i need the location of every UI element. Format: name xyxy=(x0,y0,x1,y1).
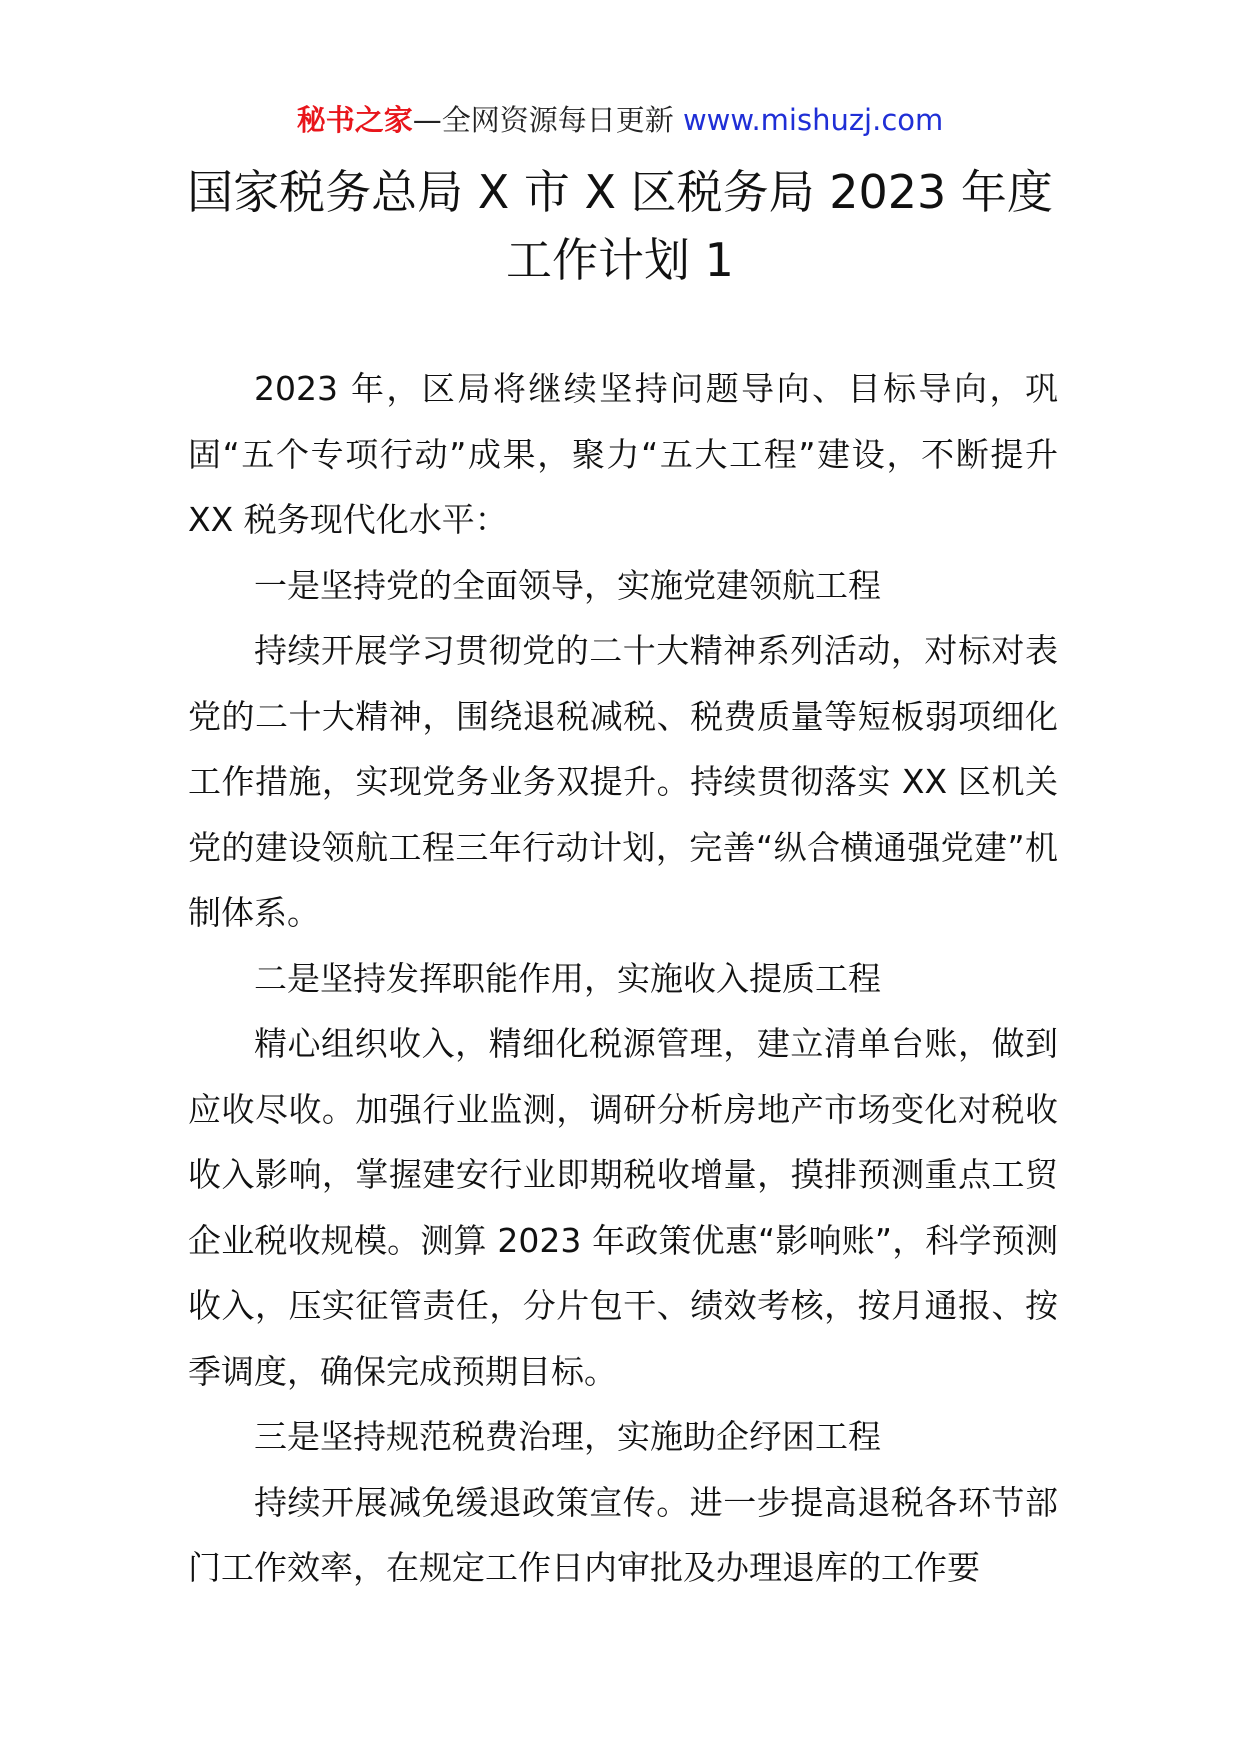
section-body-3: 持续开展减免缓退政策宣传。进一步提高退税各环节部门工作效率，在规定工作日内审批及办理退库的工作要 xyxy=(188,1482,1058,1587)
site-brand-name: 秘书之家 xyxy=(296,103,413,137)
site-slogan: —全网资源每日更新 xyxy=(412,103,674,137)
document-body xyxy=(188,356,1058,1601)
section-heading-1: 一是坚持党的全面领导，实施党建领航工程 xyxy=(254,565,881,605)
section-heading-3: 三是坚持规范税费治理，实施助企纾困工程 xyxy=(254,1417,881,1456)
section-heading-2: 二是坚持发挥职能作用，实施收入提质工程 xyxy=(254,958,881,998)
document-title-line-2: 工作计划 1 xyxy=(506,233,734,287)
section-body-2: 精心组织收入，精细化税源管理，建立清单台账，做到应收尽收。加强行业监测，调研分析房地产市场变化对税收收入影响，掌握建安行业即期税收增量，摸排预测重点工贸企业税收规模。测算 2023 年政策优惠“影响账”，科学预测收入，压实征管责任，分片包干、绩效考核，按月通报、按季调度，确保完成预期目标。 xyxy=(188,1024,1058,1391)
site-url-link[interactable]: www.mishuzj.com xyxy=(682,103,944,137)
section-body-1: 持续开展学习贯彻党的二十大精神系列活动，对标对表党的二十大精神，围绕退税减税、税费质量等短板弱项细化工作措施，实现党务业务双提升。持续贯彻落实 XX 区机关党的建设领航工程三年行动计划，完善“纵合横通强党建”机制体系。 xyxy=(188,631,1058,932)
document-title xyxy=(0,158,1240,294)
document-title-line-1: 国家税务总局 X 市 X 区税务局 2023 年度 xyxy=(187,165,1053,219)
intro-paragraph: 2023 年，区局将继续坚持问题导向、目标导向，巩固“五个专项行动”成果，聚力“五大工程”建设，不断提升 XX 税务现代化水平： xyxy=(188,369,1058,539)
site-banner xyxy=(0,100,1240,140)
